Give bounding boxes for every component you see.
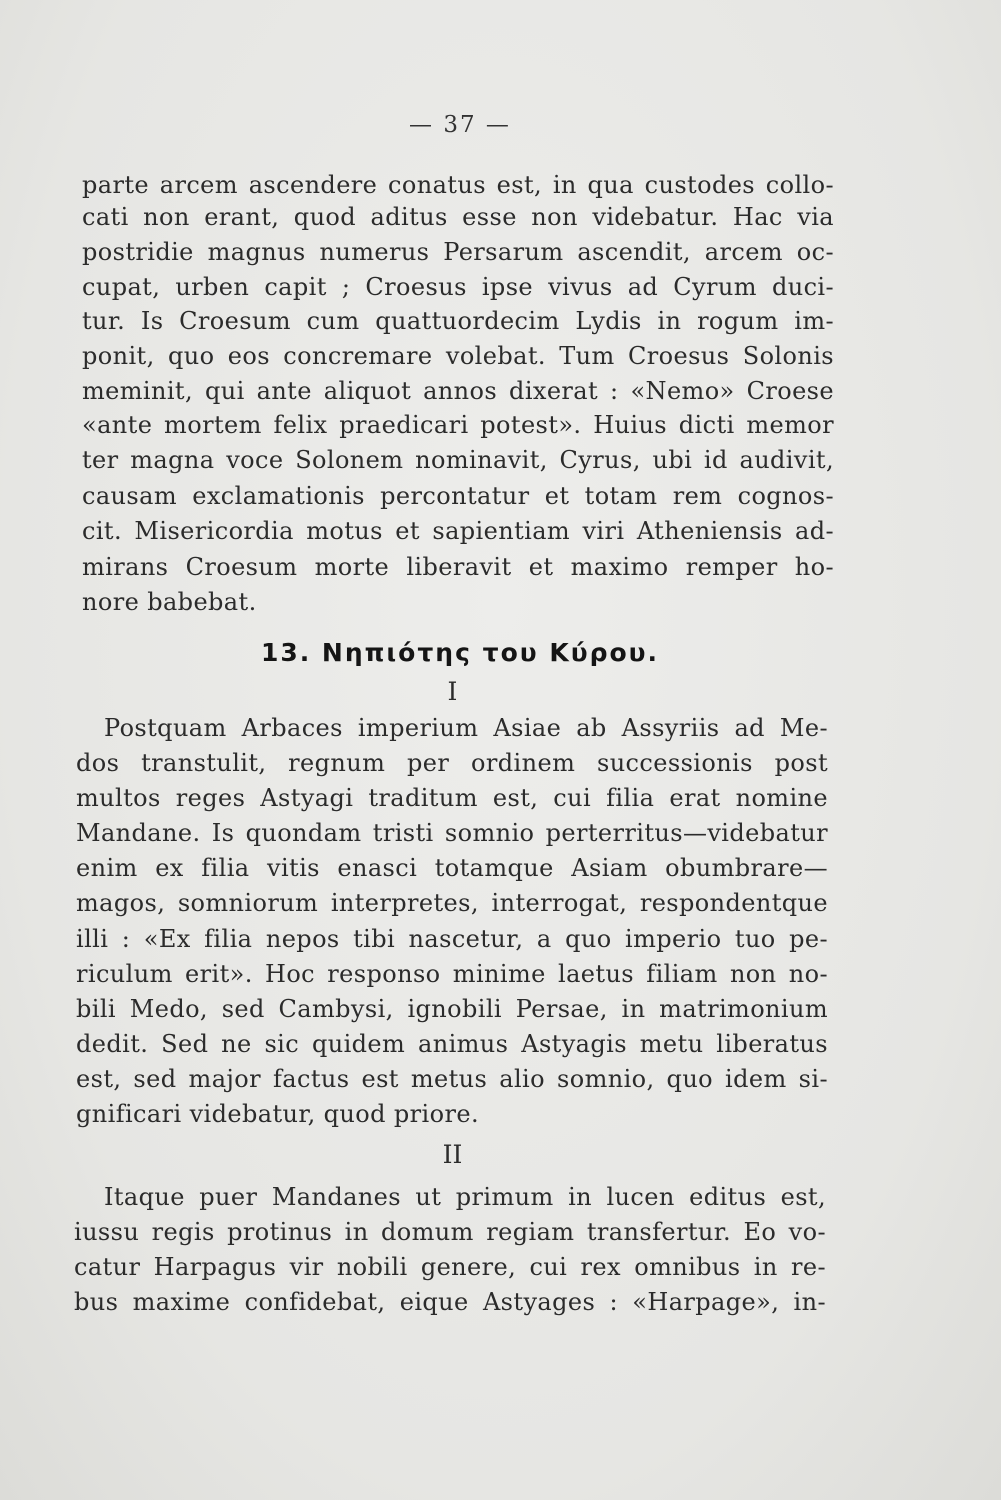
text-line: enim ex filia vitis enasci totamque Asiam obumbrare— [76, 854, 828, 882]
text-line: ter magna voce Solonem nominavit, Cyrus, ubi id audivit, [82, 446, 834, 474]
text-line: Itaque puer Mandanes ut primum in lucen editus est, [104, 1183, 826, 1211]
text-line: nore babebat. [82, 588, 257, 616]
text-line: Mandane. Is quondam tristi somnio perterritus—videbatur [76, 819, 828, 847]
text-line: iussu regis protinus in domum regiam transfertur. Eo vo- [74, 1218, 826, 1246]
text-line: meminit, qui ante aliquot annos dixerat : «Nemo» Croese [82, 377, 834, 405]
section-heading: 13. Νηπιότης του Κύρου. [260, 638, 660, 667]
text-line: cit. Misericordia motus et sapientiam viri Atheniensis ad- [82, 517, 834, 545]
part-marker-i: I [447, 677, 458, 706]
text-line: tur. Is Croesum cum quattuordecim Lydis in rogum im- [82, 307, 834, 335]
text-line: mirans Croesum morte liberavit et maximo remper ho- [82, 553, 834, 581]
text-line: cupat, urben capit ; Croesus ipse vivus ad Cyrum duci- [82, 273, 834, 301]
text-line: Postquam Arbaces imperium Asiae ab Assyriis ad Me- [104, 714, 828, 742]
text-line: magos, somniorum interpretes, interrogat, respondentque [76, 889, 828, 917]
page-number: — 37 — [409, 112, 511, 138]
text-line: parte arcem ascendere conatus est, in qua custodes collo- [82, 171, 834, 199]
text-line: bus maxime confidebat, eique Astyages : «Harpage», in- [74, 1288, 826, 1316]
text-line: causam exclamationis percontatur et totam rem cognos- [82, 482, 834, 510]
text-line: catur Harpagus vir nobili genere, cui rex omnibus in re- [74, 1253, 826, 1281]
text-line: «ante mortem felix praedicari potest». Huius dicti memor [82, 411, 834, 439]
text-line: bili Medo, sed Cambysi, ignobili Persae, in matrimonium [76, 995, 828, 1023]
text-line: est, sed major factus est metus alio somnio, quo idem si- [76, 1065, 828, 1093]
text-line: dos transtulit, regnum per ordinem successionis post [76, 749, 828, 777]
text-line: ponit, quo eos concremare volebat. Tum Croesus Solonis [82, 342, 834, 370]
text-line: postridie magnus numerus Persarum ascendit, arcem oc- [82, 238, 834, 266]
text-line: gnificari videbatur, quod priore. [76, 1100, 479, 1128]
text-line: riculum erit». Hoc responso minime laetus filiam non no- [76, 960, 828, 988]
text-line: cati non erant, quod aditus esse non videbatur. Hac via [82, 203, 834, 231]
part-marker-ii: II [442, 1140, 463, 1169]
text-line: multos reges Astyagi traditum est, cui filia erat nomine [76, 784, 828, 812]
text-line: illi : «Ex filia nepos tibi nascetur, a quo imperio tuo pe- [76, 925, 828, 953]
text-line: dedit. Sed ne sic quidem animus Astyagis metu liberatus [76, 1030, 828, 1058]
